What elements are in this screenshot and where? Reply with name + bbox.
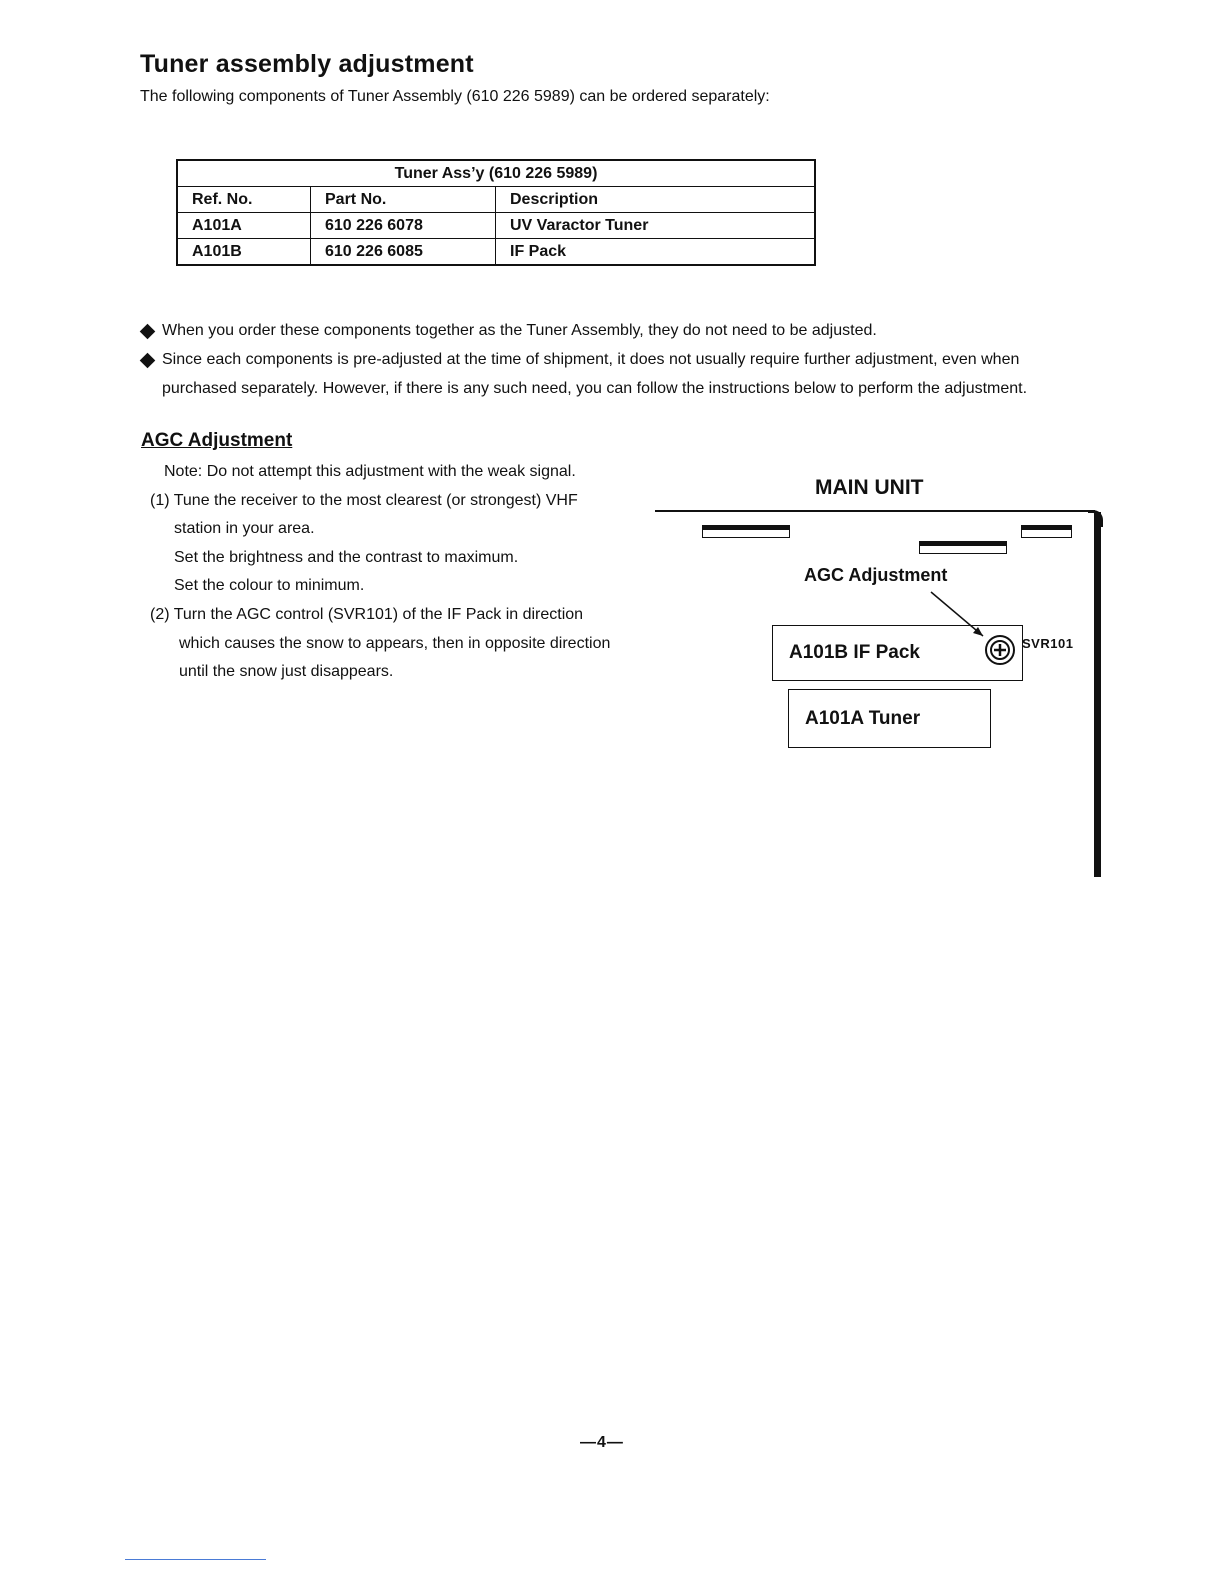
list-item: Since each components is pre-adjusted at the time of shipment, it does not usually require further adjustment, even when bbox=[140, 345, 1100, 374]
cell: 610 226 6078 bbox=[311, 213, 496, 239]
step-line: Set the colour to minimum. bbox=[174, 577, 365, 595]
scan-artifact-line bbox=[125, 1559, 266, 1560]
notes-list bbox=[140, 316, 1100, 403]
table-row bbox=[177, 213, 815, 239]
screwdriver-adjust-icon bbox=[984, 634, 1016, 666]
step-line: until the snow just disappears. bbox=[179, 663, 394, 681]
diamond-bullet-icon bbox=[140, 353, 156, 369]
parts-table bbox=[176, 159, 816, 266]
if-pack-box: A101B IF Pack bbox=[772, 625, 1023, 681]
step-line: which causes the snow to appears, then in opposite direction bbox=[179, 634, 611, 652]
cell: UV Varactor Tuner bbox=[496, 213, 816, 239]
svr-label: SVR101 bbox=[1022, 636, 1074, 651]
diamond-bullet-icon bbox=[140, 324, 156, 340]
agc-instructions bbox=[150, 458, 610, 687]
cell: IF Pack bbox=[496, 239, 816, 266]
chassis-right-edge bbox=[1094, 512, 1101, 877]
col-desc: Description bbox=[496, 187, 816, 213]
cell: 610 226 6085 bbox=[311, 239, 496, 266]
page-number: —4— bbox=[580, 1434, 624, 1451]
connector-slot bbox=[702, 525, 790, 538]
section-heading: AGC Adjustment bbox=[141, 430, 293, 451]
table-caption: Tuner Ass’y (610 226 5989) bbox=[177, 160, 815, 187]
table-header-row bbox=[177, 187, 815, 213]
intro-text: The following components of Tuner Assembly (610 226 5989) can be ordered separately: bbox=[140, 88, 770, 105]
list-item-continuation: purchased separately. However, if there is any such need, you can follow the instructions below to perform the adjustment. bbox=[162, 380, 1028, 397]
tuner-box: A101A Tuner bbox=[788, 689, 991, 748]
cell: A101A bbox=[177, 213, 311, 239]
page-title: Tuner assembly adjustment bbox=[140, 50, 474, 78]
diagram-agc-label: AGC Adjustment bbox=[804, 565, 948, 585]
cell: A101B bbox=[177, 239, 311, 266]
step-line: Set the brightness and the contrast to maximum. bbox=[174, 548, 519, 566]
connector-slot bbox=[919, 541, 1007, 554]
col-ref: Ref. No. bbox=[177, 187, 311, 213]
chassis-top-edge bbox=[655, 510, 1095, 512]
step-line: (1) Tune the receiver to the most clearest (or strongest) VHF bbox=[150, 491, 578, 509]
step-line: station in your area. bbox=[174, 520, 315, 538]
step-line: (2) Turn the AGC control (SVR101) of the IF Pack in direction bbox=[150, 605, 584, 623]
col-part: Part No. bbox=[311, 187, 496, 213]
table-row bbox=[177, 239, 815, 266]
diagram-title: MAIN UNIT bbox=[815, 476, 924, 499]
connector-slot bbox=[1021, 525, 1072, 538]
note-line: Note: Do not attempt this adjustment with the weak signal. bbox=[164, 463, 576, 480]
list-item: When you order these components together as the Tuner Assembly, they do not need to be adjusted. bbox=[140, 316, 1100, 345]
